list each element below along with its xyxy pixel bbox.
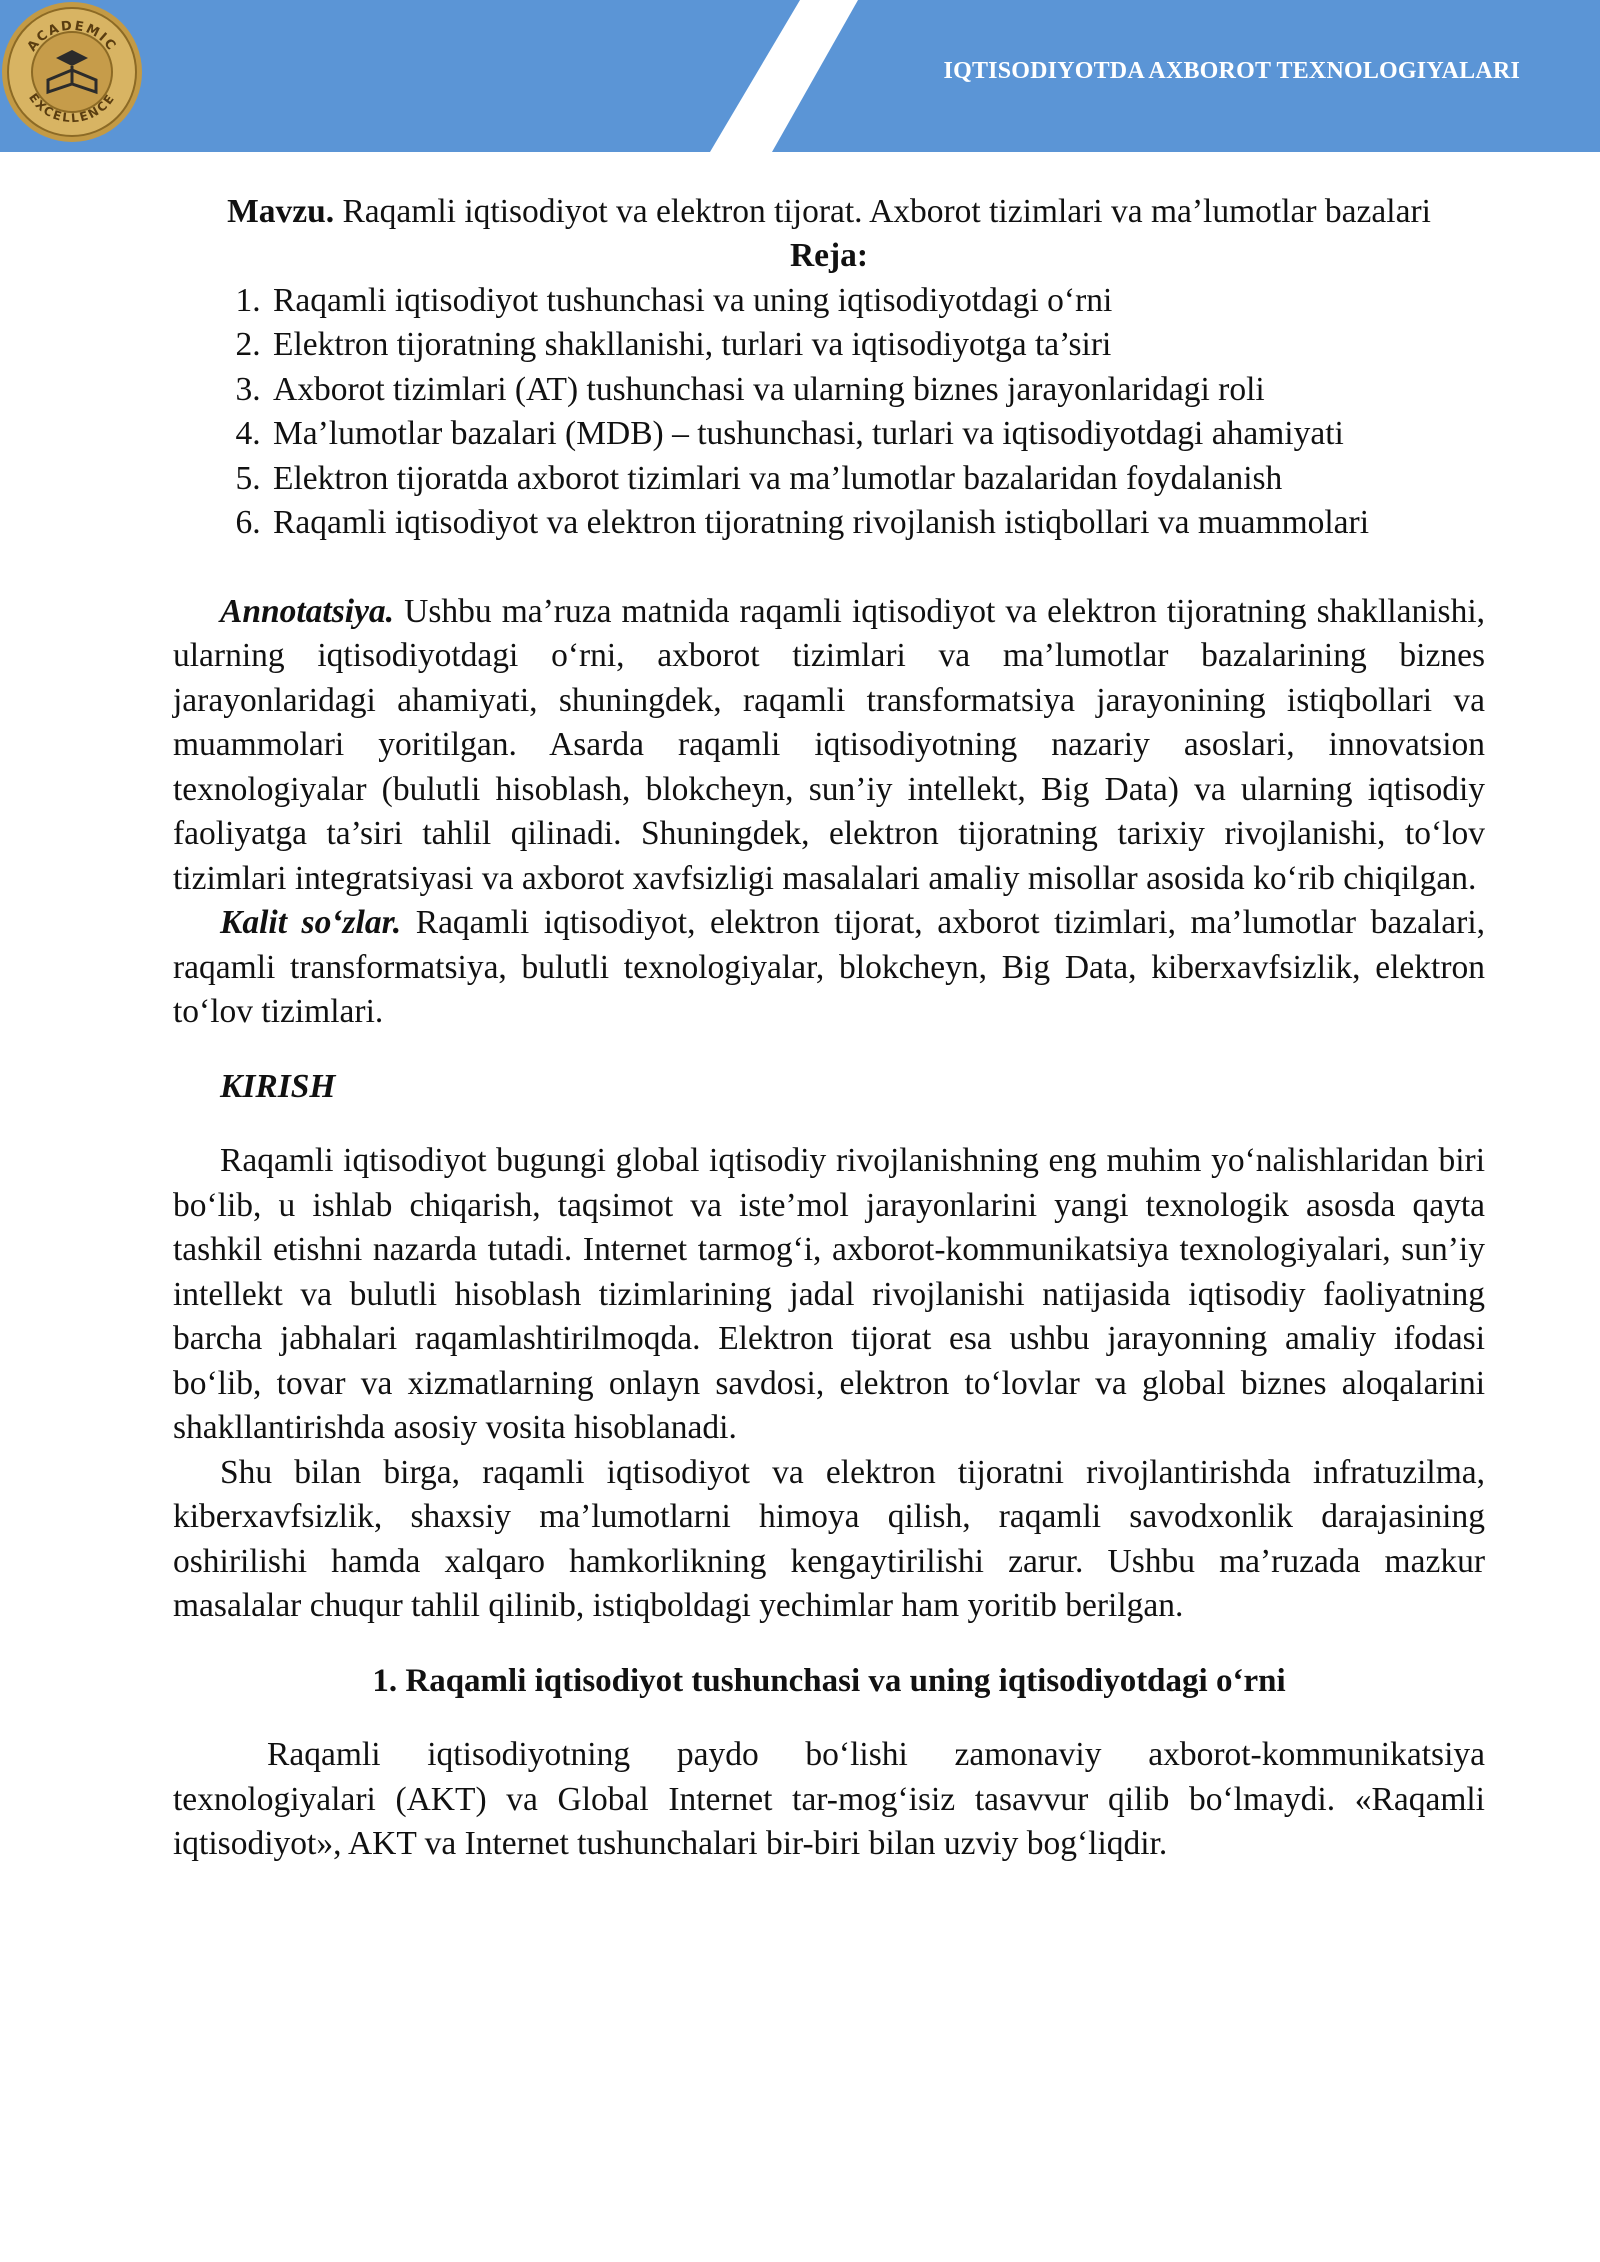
plan-item: 5. Elektron tijoratda axborot tizimlari va ma’lumotlar bazalaridan foydalanish [269, 457, 1485, 502]
topic-line [173, 190, 1485, 234]
keywords-label: Kalit so‘zlar. [220, 904, 402, 941]
plan-item: 2. Elektron tijoratning shakllanishi, turlari va iqtisodiyotga ta’siri [269, 323, 1485, 368]
plan-item: 6. Raqamli iqtisodiyot va elektron tijoratning rivojlanish istiqbollari va muammolari [269, 501, 1485, 546]
intro-title: KIRISH [220, 1067, 336, 1105]
section-1-title: 1. Raqamli iqtisodiyot tushunchasi va uning iqtisodiyotdagi o‘rni [372, 1662, 1286, 1699]
logo-bottom-text: EXCELLENCE [26, 90, 118, 126]
annotation-label: Annotatsiya. [220, 592, 395, 630]
logo-top-text: ACADEMIC [24, 18, 120, 55]
annotation-text: Ushbu ma’ruza matnida raqamli iqtisodiyot va elektron tijoratning shakllanishi, ularning iqtisodiyotdagi o‘rni, axborot tizimlari va ma’lumotlar bazalarining biznes jarayonlaridagi ahamiyati, shuningdek, raqamli transformatsiya jarayonining istiqbollari va muammolari yoritilgan. Asarda raqamli iqtisodiyotning nazariy asoslari, innovatsion texnologiyalar (bulutli hisoblash, blokcheyn, sun’iy intellekt, Big Data) va ularning iqtisodiy faoliyatga ta’siri tahlil qilinadi. Shuningdek, elektron tijoratning tarixiy rivojlanishi, to‘lov tizimlari integratsiyasi va axborot xavfsizligi masalalari amaliy misollar asosida ko‘rib chiqilgan. [173, 592, 1486, 897]
intro-paragraph-1: Raqamli iqtisodiyot bugungi global iqtisodiy rivojlanishning eng muhim yo‘nalishlaridan biri bo‘lib, u ishlab chiqarish, taqsimot va iste’mol jarayonlarini yangi texnologik asosda qayta tashkil etishni nazarda tutadi. Internet tarmog‘i, axborot-kommunikatsiya texnologiyalari, sun’iy intellekt va bulutli hisoblash tizimlarining jadal rivojlanishi natijasida iqtisodiy faoliyatning barcha jabhalari raqamlashtirilmoqda. Elektron tijorat esa ushbu jarayonning amaliy ifodasi bo‘lib, tovar va xizmatlarning onlayn savdosi, elektron to‘lovlar va global biznes aloqalarini shakllantirishda asosiy vosita hisoblanadi. [173, 1142, 1485, 1446]
plan-item: 1. Raqamli iqtisodiyot tushunchasi va uning iqtisodiyotdagi o‘rni [269, 279, 1485, 324]
plan-item: 4. Ma’lumotlar bazalari (MDB) – tushunchasi, turlari va iqtisodiyotdagi ahamiyati [269, 412, 1485, 457]
academic-excellence-seal-logo [0, 0, 145, 145]
keywords-paragraph [173, 901, 1485, 1035]
topic-text: Raqamli iqtisodiyot va elektron tijorat. Axborot tizimlari va ma’lumotlar bazalari [342, 193, 1431, 230]
header-title: IQTISODIYOTDA AXBOROT TEXNOLOGIYALARI [943, 58, 1520, 84]
keywords-text: Raqamli iqtisodiyot, elektron tijorat, axborot tizimlari, ma’lumotlar bazalari, raqamli transformatsiya, bulutli texnologiyalar, blokcheyn, Big Data, kiberxavfsizlik, elektron to‘lov tizimlari. [173, 904, 1486, 1030]
document-body [173, 190, 1485, 1867]
section-1-paragraph: Raqamli iqtisodiyotning paydo bo‘lishi zamonaviy axborot-kommunikatsiya texnologiyalari (AKT) va Global Internet tar-mog‘isiz tasavvur qilib bo‘lmaydi. «Raqamli iqtisodiyot», AKT va Internet tushunchalari bir-biri bilan uzviy bog‘liqdir. [173, 1736, 1485, 1862]
topic-label: Mavzu. [227, 193, 335, 230]
intro-paragraph-2: Shu bilan birga, raqamli iqtisodiyot va elektron tijoratni rivojlantirishda infratuzilma, kiberxavfsizlik, shaxsiy ma’lumotlarni himoya qilish, raqamli savodxonlik darajasining oshirilishi hamda xalqaro hamkorlikning kengaytirilishi zarur. Ushbu ma’ruzada mazkur masalalar chuqur tahlil qilinib, istiqboldagi yechimlar ham yoritib berilgan. [173, 1453, 1485, 1624]
annotation-paragraph [173, 590, 1485, 902]
plan-list [173, 279, 1485, 546]
plan-title: Reja: [789, 237, 869, 274]
plan-item: 3. Axborot tizimlari (AT) tushunchasi va ularning biznes jarayonlaridagi roli [269, 368, 1485, 413]
header-band [0, 0, 1600, 156]
